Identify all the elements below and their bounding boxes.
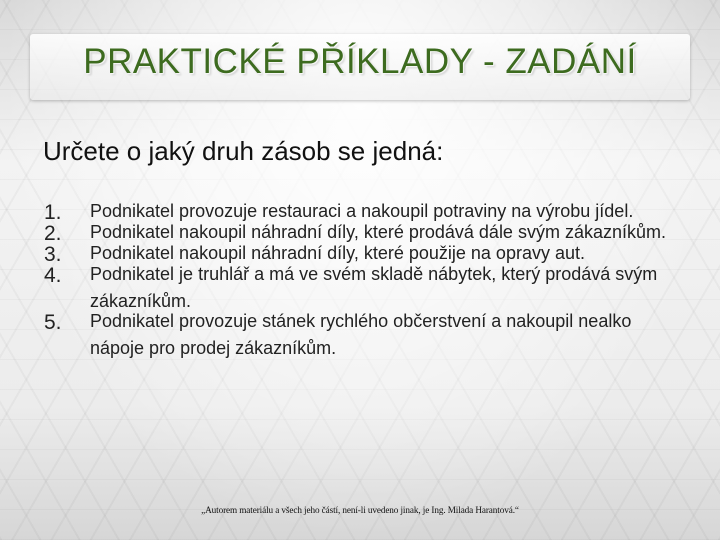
list-number: 5. [44, 311, 62, 334]
list-text: Podnikatel nakoupil náhradní díly, které použije na opravy aut. [90, 243, 585, 263]
list-text: Podnikatel je truhlář a má ve svém skladě nábytek, který prodává svým zákazníkům. [90, 264, 658, 311]
slide-title: PRAKTICKÉ PŘÍKLADY - ZADÁNÍ [83, 42, 637, 81]
list-text: Podnikatel provozuje stánek rychlého občerstvení a nakoupil nealko nápoje pro prodej zákazníkům. [90, 311, 632, 358]
list-number: 3. [44, 243, 62, 266]
slide-heading: Určete o jaký druh zásob se jedná: [43, 136, 444, 166]
list-item [44, 311, 684, 361]
list-number: 2. [44, 222, 62, 245]
list-number: 4. [44, 264, 62, 287]
author-footer: „Autorem materiálu a všech jeho částí, není-li uvedeno jinak, je Ing. Milada Harantová.“ [201, 505, 519, 515]
list-text: Podnikatel provozuje restauraci a nakoupil potraviny na výrobu jídel. [90, 201, 634, 221]
list-item [44, 264, 684, 314]
task-list [44, 201, 684, 361]
list-number: 1. [44, 201, 62, 224]
list-text: Podnikatel nakoupil náhradní díly, které prodává dále svým zákazníkům. [90, 222, 666, 242]
